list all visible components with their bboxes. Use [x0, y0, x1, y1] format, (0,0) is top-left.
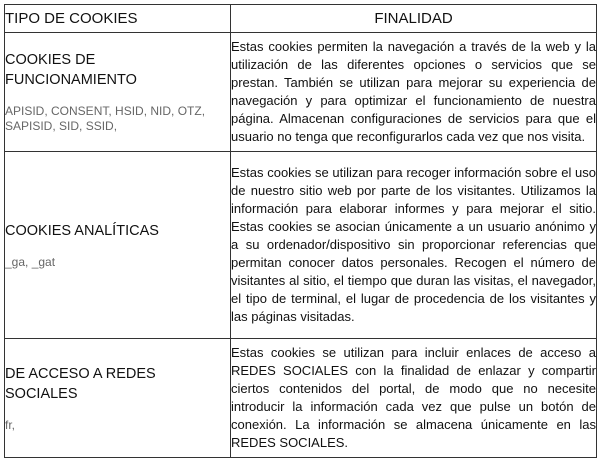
cookie-description: Estas cookies se utilizan para recoger información sobre el uso de nuestro sitio web por parte de los visitantes. Utilizamos la información para elaborar informes y para mejorar el sitio. Estas cookies se asocian únicamente a un usuario anónimo y a su ordenador/dispositivo sin proporcionar referencias que permitan conocer datos personales. Recogen el número de visitantes al sitio, el tiempo que duran las visitas, el navegador, el tipo de terminal, el lugar de procedencia de los visitantes y las páginas visitadas.: [231, 152, 597, 339]
header-row: [5, 5, 597, 33]
table-row: [5, 339, 597, 458]
cookie-description: Estas cookies permiten la navegación a través de la web y la utilización de las diferentes opciones o servicios que se prestan. También se utilizan para mejorar su experiencia de navegación y para optimizar el funcionamiento de nuestra página. Almacenan configuraciones de servicios para que el usuario no tenga que reconfigurarlos cada vez que nos visita.: [231, 33, 597, 152]
cookie-type-cell: [5, 152, 231, 339]
cookie-type-cell: [5, 33, 231, 152]
header-purpose: FINALIDAD: [231, 5, 597, 33]
table-row: [5, 152, 597, 339]
cookie-type-name: DE ACCESO A REDES SOCIALES: [5, 365, 156, 402]
cookie-type-name: COOKIES DE FUNCIONAMIENTO: [5, 52, 137, 88]
cookie-codes: APISID, CONSENT, HSID, NID, OTZ, SAPISID, SID, SSID,: [5, 104, 206, 133]
table-row: [5, 33, 597, 152]
header-cookie-type: TIPO DE COOKIES: [5, 5, 231, 33]
cookies-table: [4, 4, 597, 458]
cookie-codes: fr,: [5, 417, 16, 432]
cookie-codes: _ga, _gat: [5, 254, 56, 269]
cookie-type-name: COOKIES ANALÍTICAS: [5, 222, 159, 239]
cookie-type-cell: [5, 339, 231, 458]
cookie-description: Estas cookies se utilizan para incluir enlaces de acceso a REDES SOCIALES con la finalidad de enlazar y compartir ciertos contenidos del portal, de modo que no necesite introducir la información cada vez que pulse un botón de conexión. La información se almacena únicamente en las REDES SOCIALES.: [231, 339, 597, 458]
